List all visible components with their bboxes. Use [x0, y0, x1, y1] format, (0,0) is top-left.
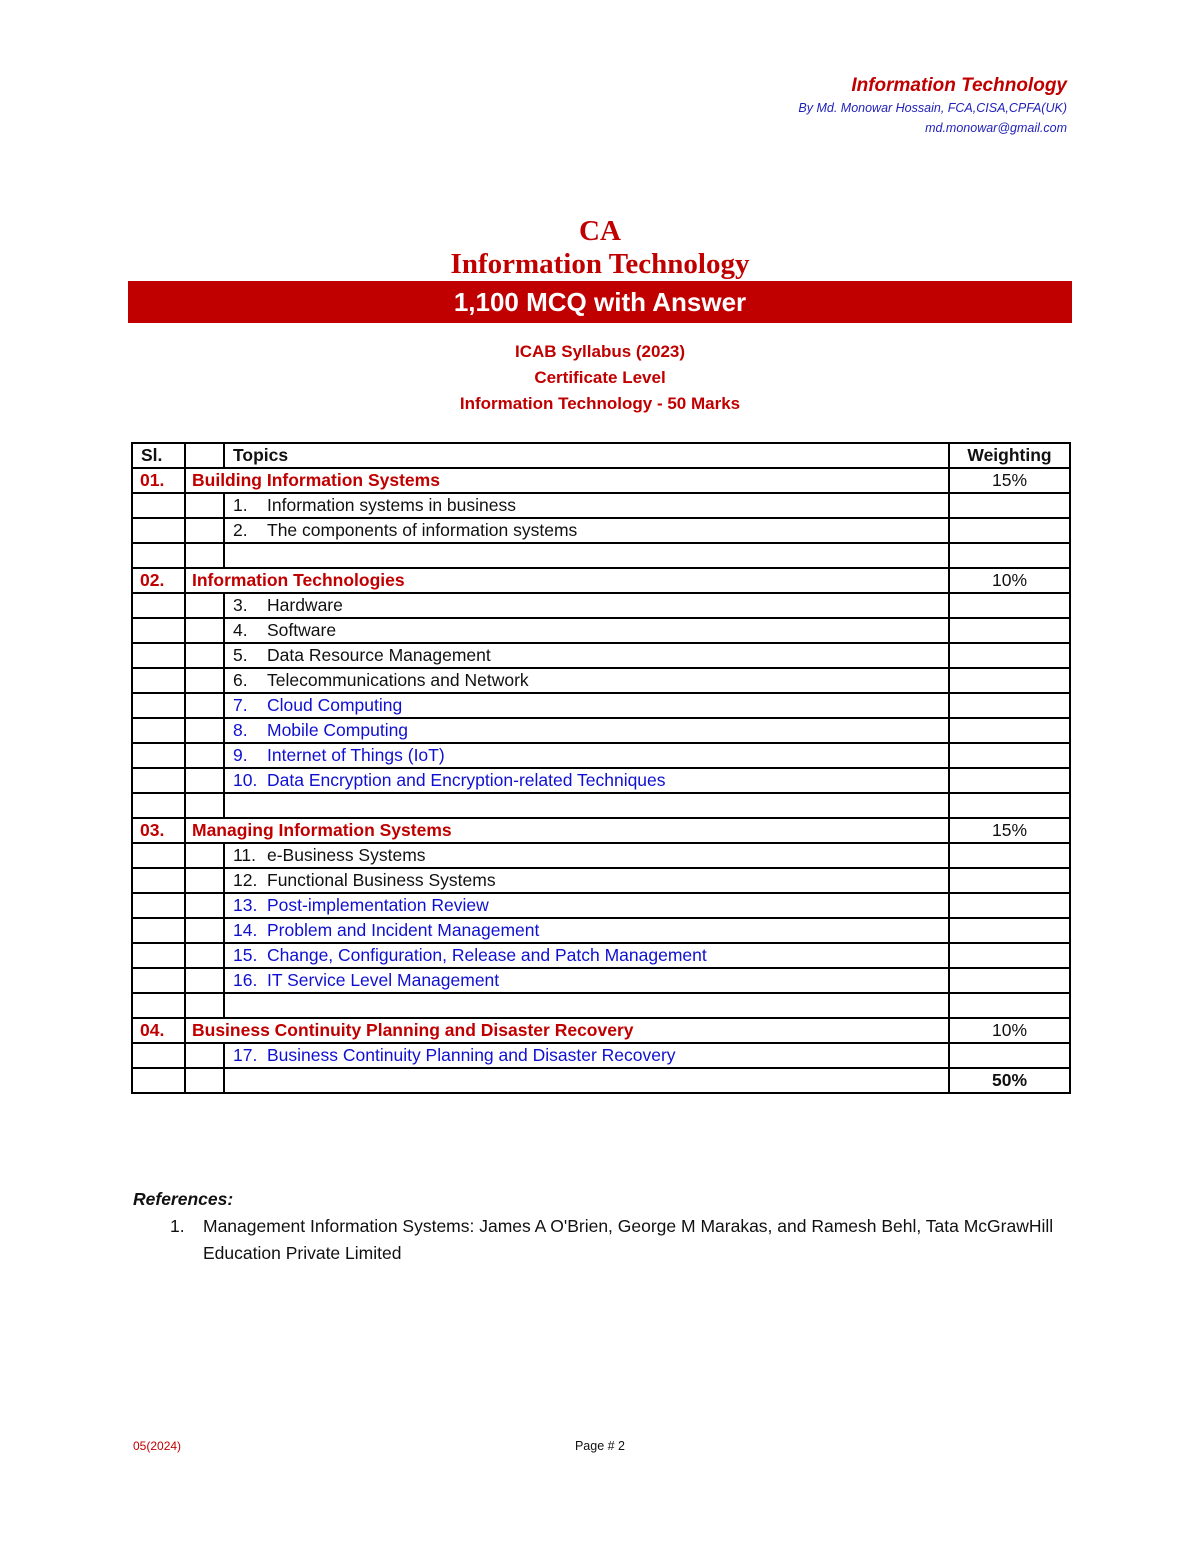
sl-cell: 04.: [132, 1018, 185, 1043]
topic-cell: [192, 568, 949, 593]
topic-label: Data Resource Management: [267, 645, 491, 665]
topic-cell: [224, 843, 949, 868]
weight-cell: [949, 768, 1070, 793]
sl-cell: 02.: [132, 568, 185, 593]
header-title: Information Technology: [851, 75, 1067, 96]
header-blank: [185, 443, 224, 468]
topic-row: [132, 968, 1070, 993]
spacer-cell: [185, 768, 224, 793]
spacer-cell: [185, 493, 224, 518]
weight-cell: [949, 868, 1070, 893]
spacer-cell: [185, 868, 224, 893]
topic-row: [132, 718, 1070, 743]
weight-cell: [949, 743, 1070, 768]
topic-cell: [224, 718, 949, 743]
weight-cell: [949, 1043, 1070, 1068]
blank-row: [132, 993, 1070, 1018]
section-row: [132, 818, 1070, 843]
sl-cell: [132, 1068, 185, 1093]
syllabus-line-2: Certificate Level: [534, 368, 666, 387]
spacer-cell: [185, 1068, 224, 1093]
topic-label: Mobile Computing: [267, 720, 409, 740]
topic-label: Cloud Computing: [267, 695, 403, 715]
topic-number: 15.: [233, 945, 258, 965]
weight-cell: [949, 518, 1070, 543]
topic-cell: [224, 1043, 949, 1068]
sl-cell: [132, 493, 185, 518]
topic-row: [132, 843, 1070, 868]
reference-number: 1.: [170, 1216, 185, 1236]
sl-cell: [132, 718, 185, 743]
topic-label: The components of information systems: [267, 520, 578, 540]
weight-cell: [949, 943, 1070, 968]
topic-cell: [224, 868, 949, 893]
topic-row: [132, 643, 1070, 668]
topic-label: Change, Configuration, Release and Patch Management: [267, 945, 707, 965]
weight-cell: [949, 593, 1070, 618]
weight-cell: 10%: [949, 1018, 1070, 1043]
syllabus-line-1: ICAB Syllabus (2023): [514, 342, 686, 361]
topic-row: [132, 518, 1070, 543]
weight-cell: [949, 843, 1070, 868]
topic-number: 1.: [233, 495, 248, 515]
topic-cell: [192, 1018, 949, 1043]
topic-label: Information systems in business: [267, 495, 516, 515]
topic-row: [132, 618, 1070, 643]
weight-cell: [949, 718, 1070, 743]
topic-row: [132, 493, 1070, 518]
sl-cell: [132, 868, 185, 893]
header-email[interactable]: md.monowar@gmail.com: [925, 121, 1067, 135]
topic-cell: [224, 993, 949, 1018]
spacer-cell: [185, 543, 224, 568]
weight-cell: [949, 643, 1070, 668]
topic-number: 5.: [233, 645, 248, 665]
weight-cell: 10%: [949, 568, 1070, 593]
topic-number: 17.: [233, 1045, 258, 1065]
page-header: [798, 74, 1067, 138]
mcq-banner: 1,100 MCQ with Answer: [128, 281, 1072, 323]
section-title: Information Technologies: [192, 570, 405, 590]
references-list: [160, 1213, 1060, 1267]
sl-cell: [132, 893, 185, 918]
topic-row: [132, 918, 1070, 943]
topic-cell: [224, 1068, 949, 1093]
topic-label: IT Service Level Management: [267, 970, 500, 990]
topic-cell: [224, 768, 949, 793]
topic-cell: [224, 518, 949, 543]
footer-edition: 05(2024): [133, 1439, 182, 1453]
topic-number: 6.: [233, 670, 248, 690]
sl-cell: [132, 918, 185, 943]
sl-cell: 01.: [132, 468, 185, 493]
sl-cell: [132, 968, 185, 993]
topic-row: [132, 593, 1070, 618]
topic-row: [132, 768, 1070, 793]
topic-number: 8.: [233, 720, 248, 740]
topic-number: 2.: [233, 520, 248, 540]
topic-number: 16.: [233, 970, 258, 990]
topic-cell: [224, 493, 949, 518]
header-weighting: Weighting: [949, 443, 1070, 468]
syllabus-line-3: Information Technology - 50 Marks: [459, 394, 741, 413]
topic-row: [132, 668, 1070, 693]
spacer-cell: [185, 518, 224, 543]
topic-label: Software: [267, 620, 337, 640]
topic-number: 7.: [233, 695, 248, 715]
sl-cell: [132, 843, 185, 868]
reference-text: Management Information Systems: James A O'Brien, George M Marakas, and Ramesh Behl, Tata McGrawHill Education Private Limited: [203, 1216, 1054, 1263]
spacer-cell: [185, 793, 224, 818]
topic-cell: [224, 593, 949, 618]
weight-cell: [949, 893, 1070, 918]
topic-row: [132, 893, 1070, 918]
topic-row: [132, 743, 1070, 768]
sl-cell: [132, 668, 185, 693]
section-title: Managing Information Systems: [192, 820, 452, 840]
section-title: Building Information Systems: [192, 470, 440, 490]
spacer-cell: [185, 968, 224, 993]
topic-cell: [224, 618, 949, 643]
topic-cell: [224, 743, 949, 768]
topic-number: 3.: [233, 595, 248, 615]
spacer-cell: [185, 893, 224, 918]
sl-cell: [132, 518, 185, 543]
blank-row: [132, 793, 1070, 818]
topic-number: 11.: [233, 845, 257, 865]
topic-number: 4.: [233, 620, 248, 640]
sl-cell: [132, 543, 185, 568]
sl-cell: [132, 768, 185, 793]
topic-label: Business Continuity Planning and Disaster Recovery: [267, 1045, 676, 1065]
sl-cell: [132, 593, 185, 618]
weight-cell: [949, 693, 1070, 718]
weight-cell: 15%: [949, 468, 1070, 493]
reference-item: [160, 1213, 1060, 1267]
spacer-cell: [185, 693, 224, 718]
weight-cell: [949, 493, 1070, 518]
sl-cell: 03.: [132, 818, 185, 843]
header-author: By Md. Monowar Hossain, FCA,CISA,CPFA(UK): [798, 101, 1067, 115]
topic-label: Hardware: [267, 595, 343, 615]
topic-cell: [224, 643, 949, 668]
weight-cell: [949, 968, 1070, 993]
spacer-cell: [185, 643, 224, 668]
weight-cell: 50%: [949, 1068, 1070, 1093]
topic-label: Functional Business Systems: [267, 870, 496, 890]
weight-cell: [949, 918, 1070, 943]
sl-cell: [132, 693, 185, 718]
topic-cell: [192, 818, 949, 843]
header-topics: Topics: [224, 443, 949, 468]
topic-cell: [224, 543, 949, 568]
section-row: [132, 568, 1070, 593]
syllabus-table: [131, 442, 1071, 1094]
topic-label: Internet of Things (IoT): [267, 745, 445, 765]
topic-cell: [224, 668, 949, 693]
footer-page-number: Page # 2: [574, 1439, 626, 1453]
topic-number: 9.: [233, 745, 248, 765]
section-row: [132, 468, 1070, 493]
weight-cell: 15%: [949, 818, 1070, 843]
spacer-cell: [185, 918, 224, 943]
topic-label: Telecommunications and Network: [267, 670, 529, 690]
topic-cell: [224, 943, 949, 968]
topic-number: 14.: [233, 920, 258, 940]
section-title: Business Continuity Planning and Disaster Recovery: [192, 1020, 634, 1040]
spacer-cell: [185, 1043, 224, 1068]
sl-cell: [132, 643, 185, 668]
spacer-cell: [185, 993, 224, 1018]
spacer-cell: [185, 718, 224, 743]
topic-row: [132, 868, 1070, 893]
topic-number: 10.: [233, 770, 258, 790]
topic-row: [132, 693, 1070, 718]
topic-number: 13.: [233, 895, 258, 915]
sl-cell: [132, 1043, 185, 1068]
spacer-cell: [185, 618, 224, 643]
section-row: [132, 1018, 1070, 1043]
weight-cell: [949, 543, 1070, 568]
weight-cell: [949, 793, 1070, 818]
topic-cell: [224, 968, 949, 993]
spacer-cell: [185, 668, 224, 693]
sl-cell: [132, 618, 185, 643]
weight-cell: [949, 668, 1070, 693]
spacer-cell: [185, 843, 224, 868]
spacer-cell: [185, 943, 224, 968]
cover-subject: Information Technology: [450, 248, 750, 280]
spacer-cell: [185, 743, 224, 768]
topic-row: [132, 1043, 1070, 1068]
topic-label: Post-implementation Review: [267, 895, 489, 915]
topic-row: [132, 943, 1070, 968]
sl-cell: [132, 743, 185, 768]
topic-cell: [192, 468, 949, 493]
topic-cell: [224, 793, 949, 818]
topic-cell: [224, 918, 949, 943]
topic-label: Problem and Incident Management: [267, 920, 540, 940]
sl-cell: [132, 793, 185, 818]
sl-cell: [132, 993, 185, 1018]
topic-cell: [224, 693, 949, 718]
topic-cell: [224, 893, 949, 918]
weight-cell: [949, 618, 1070, 643]
topic-label: e-Business Systems: [267, 845, 426, 865]
table-header-row: [132, 443, 1070, 468]
header-sl: Sl.: [132, 443, 185, 468]
topic-number: 12.: [233, 870, 258, 890]
weight-cell: [949, 993, 1070, 1018]
spacer-cell: [185, 593, 224, 618]
cover-ca: CA: [579, 215, 621, 247]
total-row: [132, 1068, 1070, 1093]
references-title: References:: [133, 1189, 234, 1209]
blank-row: [132, 543, 1070, 568]
sl-cell: [132, 943, 185, 968]
topic-label: Data Encryption and Encryption-related Techniques: [267, 770, 666, 790]
